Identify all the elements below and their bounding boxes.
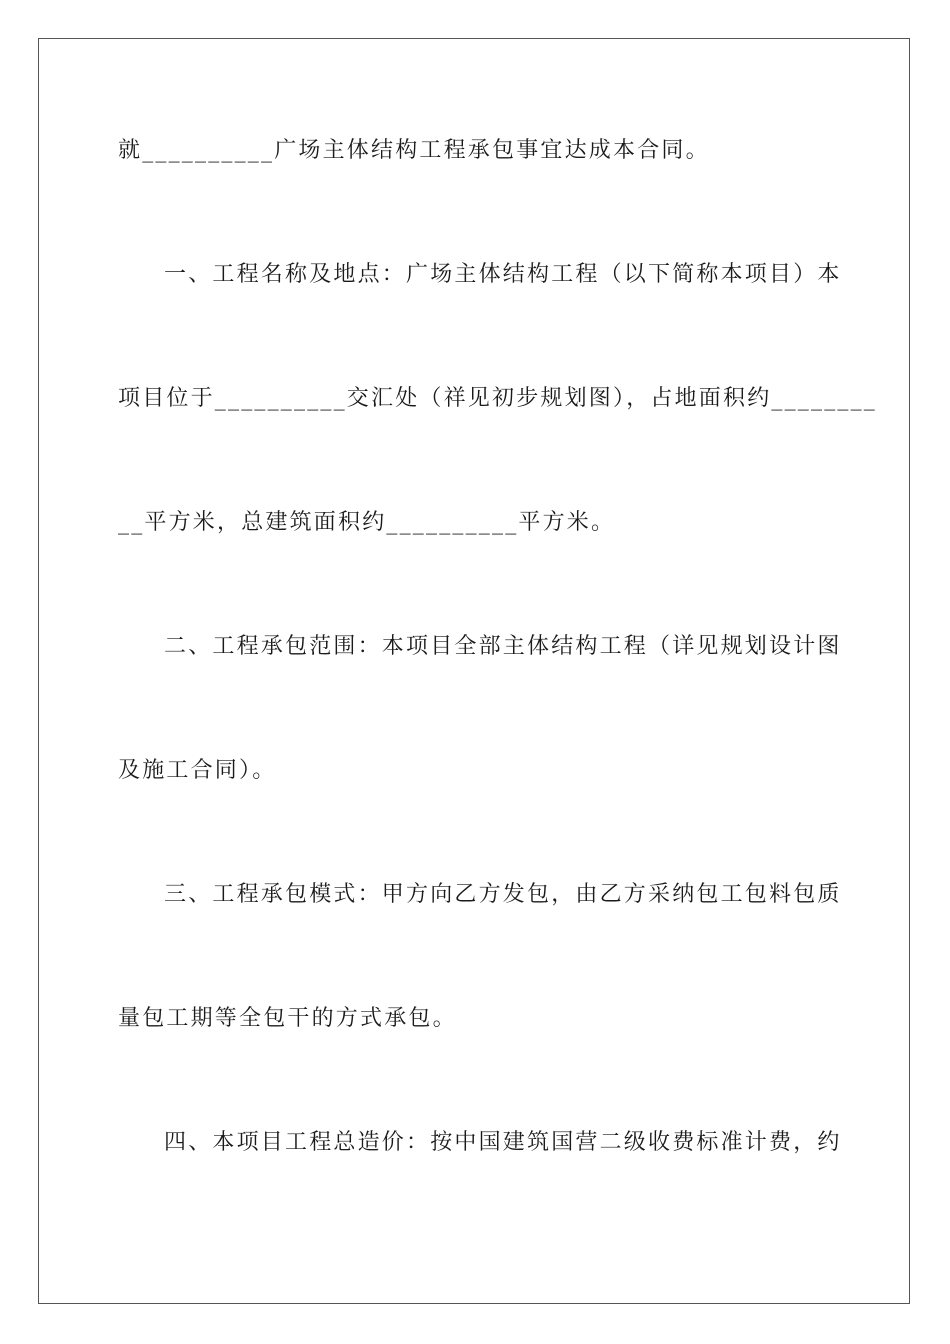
- section-one-line-2: 项目位于__________交汇处（祥见初步规划图），占地面积约________: [118, 386, 878, 411]
- paragraph-intro-line: 就__________广场主体结构工程承包事宜达成本合同。: [118, 138, 710, 163]
- section-two-line-1: 二、工程承包范围：本项目全部主体结构工程（详见规划设计图: [164, 634, 842, 659]
- section-three-line-2: 量包工期等全包干的方式承包。: [118, 1006, 457, 1031]
- section-two-line-2: 及施工合同）。: [118, 758, 277, 783]
- section-four-line-1: 四、本项目工程总造价：按中国建筑国营二级收费标准计费，约: [164, 1130, 842, 1155]
- section-one-line-3: __平方米，总建筑面积约__________平方米。: [118, 510, 616, 535]
- page-border: [38, 38, 910, 1304]
- section-three-line-1: 三、工程承包模式：甲方向乙方发包，由乙方采纳包工包料包质: [164, 882, 842, 907]
- section-one-line-1: 一、工程名称及地点：广场主体结构工程（以下简称本项目）本: [164, 262, 842, 287]
